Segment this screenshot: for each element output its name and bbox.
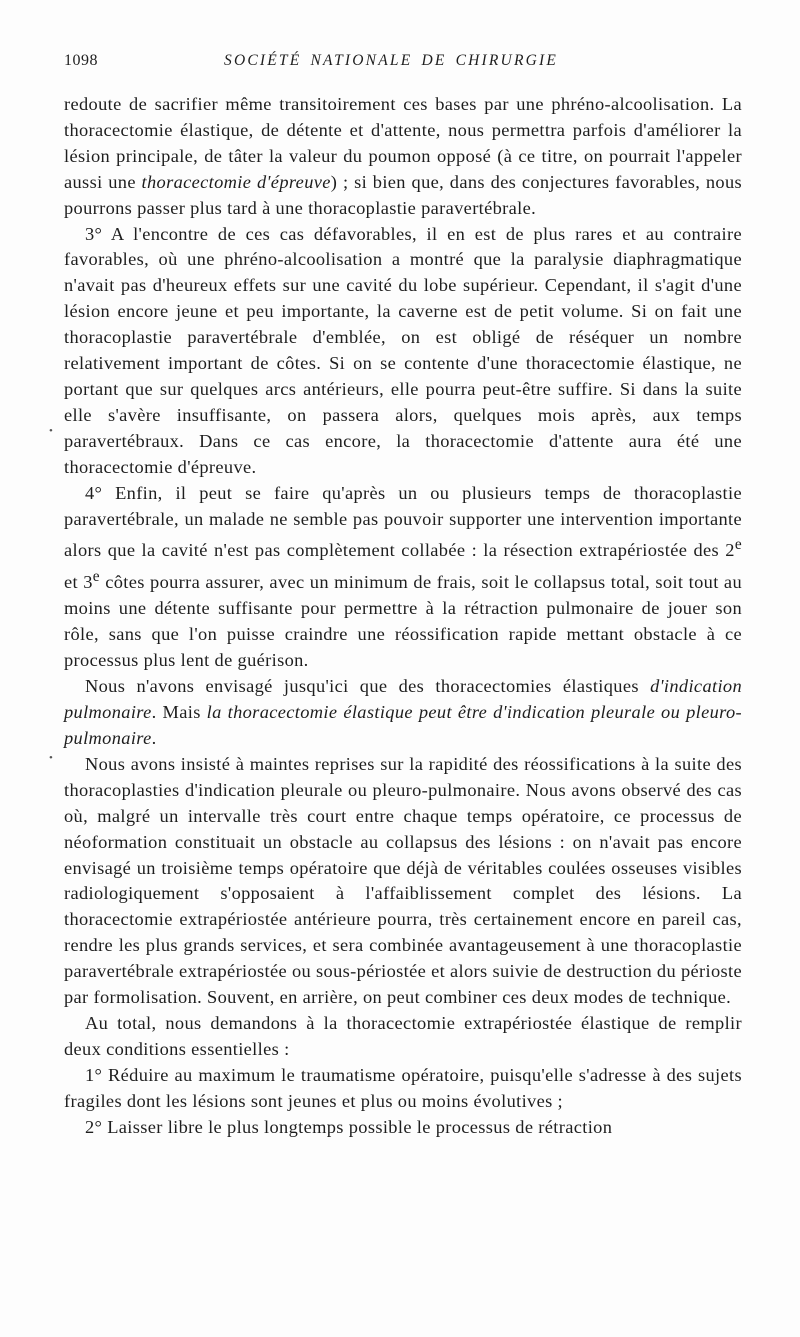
italic-term: thoracectomie d'épreuve	[141, 171, 331, 192]
paragraph-3: 4° Enfin, il peut se faire qu'après un ou plusieurs temps de thoracoplastie paravertébrale, un malade ne semble pas pouvoir supporter une intervention importante alors que la cavité n'est pas complètement collabée : la résection extrapériostée des 2e et 3e côtes pourra assurer, avec un minimum de frais, soit le collapsus total, soit tout au moins une détente suffisante pour permettre à la rétraction pulmonaire de jouer son rôle, sans que l'on puisse craindre une réossification rapide mettant obstacle à ce processus plus lent de guérison.	[64, 482, 742, 671]
paragraph-1: redoute de sacrifier même transitoirement ces bases par une phréno-alcoolisation. La thoracectomie élastique, de détente et d'attente, nous permettra parfois d'améliorer la lésion principale, de tâter la valeur du poumon opposé (à ce titre, on pourrait l'appeler aussi une thoracectomie d'épreuve) ; si bien que, dans des conjectures favorables, nous pourrons passer plus tard à une thoracoplastie paravertébrale.	[64, 94, 743, 218]
paragraph-7: 1° Réduire au maximum le traumatisme opératoire, puisqu'elle s'adresse à des sujets fragiles dont les lésions sont jeunes et plus ou moins évolutives ;	[64, 1064, 742, 1111]
page-number: 1098	[64, 52, 98, 69]
body-text	[64, 92, 742, 1141]
page-header	[64, 52, 742, 76]
paragraph-5: Nous avons insisté à maintes reprises sur la rapidité des réossifications à la suite des thoracoplasties d'indication pleurale ou pleuro-pulmonaire. Nous avons observé des cas où, malgré un intervalle très court entre chaque temps opératoire, ce processus de néoformation constituait un obstacle au collapsus des lésions : on n'avait pas encore envisagé un troisième temps opératoire que déjà de véritables coulées osseuses visibles radiologiquement s'opposaient à l'affaiblissement complet des lésions. La thoracectomie extrapériostée antérieure pourra, très certainement encore en pareil cas, rendre les plus grands services, et sera combinée avantageusement à une thoracoplastie paravertébrale extrapériostée ou sous-périostée et alors suivie de destruction du périoste par formolisation. Souvent, en arrière, on peut combiner ces deux modes de technique.	[64, 753, 742, 1008]
italic-phrase: la thoracectomie élastique peut être d'indication pleurale ou pleuro-pulmonaire	[64, 702, 742, 748]
paragraph-4: Nous n'avons envisagé jusqu'ici que des thoracectomies élastiques d'indication pulmonaire. Mais la thoracectomie élastique peut être d'indication pleurale ou pleuro-pulmonaire.	[64, 676, 742, 748]
paragraph-6: Au total, nous demandons à la thoracectomie extrapériostée élastique de remplir deux conditions essentielles :	[64, 1012, 742, 1059]
paragraph-2: 3° A l'encontre de ces cas défavorables, il en est de plus rares et au contraire favorables, où une phréno-alcoolisation a montré que la paralysie diaphragmatique n'avait pas d'heureux effets sur une cavité du lobe supérieur. Cependant, il s'agit d'une lésion encore jeune et peu importante, la caverne est de petit volume. Si on fait une thoracoplastie paravertébrale d'emblée, on est obligé de réséquer un nombre relativement important de côtes. Si on se contente d'une thoracectomie élastique, ne portant que sur quelques arcs antérieurs, elle pourra peut-être suffire. Si dans la suite elle s'avère insuffisante, on passera alors, quelques mois après, aux temps paravertébraux. Dans ce cas encore, la thoracectomie d'attente aura été une thoracectomie d'épreuve.	[64, 223, 742, 477]
paragraph-8: 2° Laisser libre le plus longtemps possible le processus de rétraction	[85, 1116, 613, 1137]
margin-mark: •	[49, 752, 53, 764]
margin-mark: •	[49, 425, 53, 437]
italic-phrase: d'indication pulmonaire	[64, 676, 742, 723]
running-head: SOCIÉTÉ NATIONALE DE CHIRURGIE	[224, 52, 559, 69]
